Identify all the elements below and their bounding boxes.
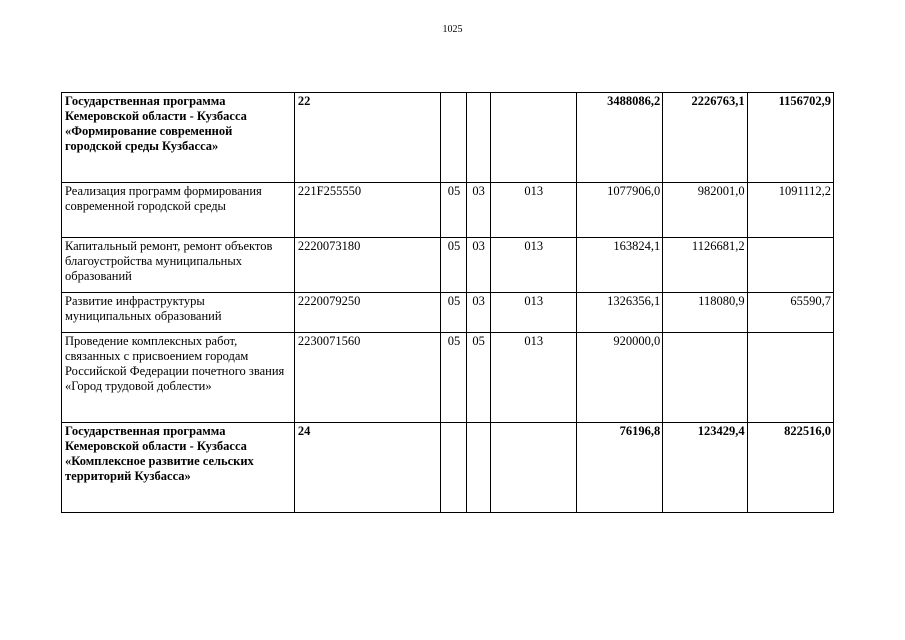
target-code-cell: 24 [294, 423, 441, 513]
section-cell [441, 93, 466, 183]
amount-year3-cell: 822516,0 [747, 423, 833, 513]
program-name-cell: Государственная программа Кемеровской области - Кузбасса «Формирование современной городской среды Кузбасса» [62, 93, 295, 183]
table-row [62, 423, 834, 513]
amount-year3-cell: 1156702,9 [747, 93, 833, 183]
subsection-cell [466, 423, 490, 513]
amount-year3-cell: 1091112,2 [747, 183, 833, 238]
amount-year1-cell: 920000,0 [576, 333, 662, 423]
amount-year3-cell [747, 238, 833, 293]
section-cell: 05 [441, 183, 466, 238]
program-name-cell: Развитие инфраструктуры муниципальных образований [62, 293, 295, 333]
subsection-cell [466, 93, 490, 183]
target-code-cell: 2230071560 [294, 333, 441, 423]
program-name-cell: Проведение комплексных работ, связанных с присвоением городам Российской Федерации почетного звания «Город трудовой доблести» [62, 333, 295, 423]
section-cell: 05 [441, 333, 466, 423]
table-row [62, 238, 834, 293]
amount-year3-cell [747, 333, 833, 423]
page-number: 1025 [442, 24, 463, 35]
target-code-cell: 2220079250 [294, 293, 441, 333]
program-name-cell: Государственная программа Кемеровской области - Кузбасса «Комплексное развитие сельских территорий Кузбасса» [62, 423, 295, 513]
amount-year3-cell: 65590,7 [747, 293, 833, 333]
grbs-cell [490, 423, 576, 513]
subsection-cell: 03 [466, 293, 490, 333]
section-cell: 05 [441, 293, 466, 333]
amount-year2-cell: 118080,9 [663, 293, 747, 333]
amount-year1-cell: 1326356,1 [576, 293, 662, 333]
subsection-cell: 03 [466, 238, 490, 293]
program-name-cell: Реализация программ формирования современной городской среды [62, 183, 295, 238]
amount-year2-cell: 1126681,2 [663, 238, 747, 293]
table-row [62, 293, 834, 333]
amount-year1-cell: 163824,1 [576, 238, 662, 293]
grbs-cell: 013 [490, 238, 576, 293]
amount-year2-cell [663, 333, 747, 423]
amount-year2-cell: 123429,4 [663, 423, 747, 513]
grbs-cell: 013 [490, 333, 576, 423]
table-row [62, 183, 834, 238]
table-row [62, 333, 834, 423]
grbs-cell: 013 [490, 293, 576, 333]
section-cell: 05 [441, 238, 466, 293]
table-row [62, 93, 834, 183]
amount-year1-cell: 76196,8 [576, 423, 662, 513]
target-code-cell: 2220073180 [294, 238, 441, 293]
amount-year2-cell: 2226763,1 [663, 93, 747, 183]
subsection-cell: 03 [466, 183, 490, 238]
grbs-cell: 013 [490, 183, 576, 238]
budget-table [61, 92, 834, 513]
grbs-cell [490, 93, 576, 183]
amount-year1-cell: 1077906,0 [576, 183, 662, 238]
amount-year2-cell: 982001,0 [663, 183, 747, 238]
section-cell [441, 423, 466, 513]
amount-year1-cell: 3488086,2 [576, 93, 662, 183]
target-code-cell: 22 [294, 93, 441, 183]
target-code-cell: 221F255550 [294, 183, 441, 238]
subsection-cell: 05 [466, 333, 490, 423]
program-name-cell: Капитальный ремонт, ремонт объектов благоустройства муниципальных образований [62, 238, 295, 293]
